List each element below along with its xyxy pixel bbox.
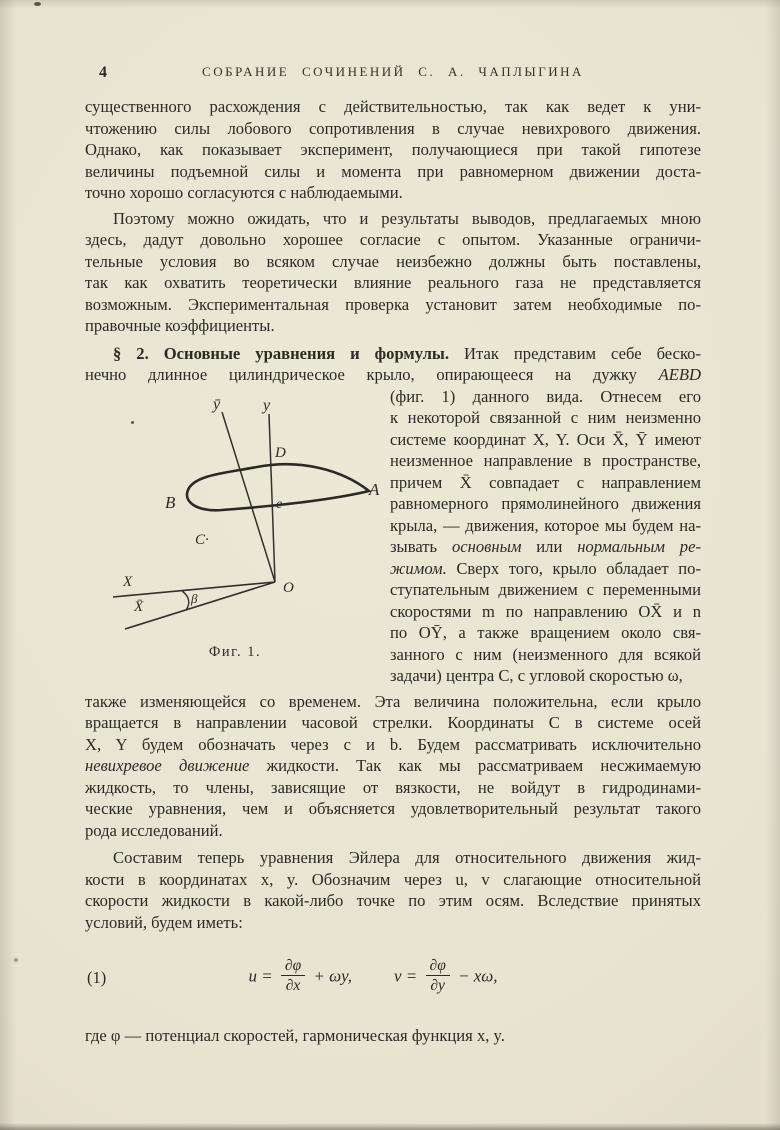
text-line	[85, 755, 701, 777]
equation-number: (1)	[87, 968, 107, 987]
text-line: вращается в направлении часовой стрелки. Координаты C в системе осей	[85, 713, 701, 732]
center-c-label: C·	[195, 531, 209, 548]
beta-angle-label: β	[191, 590, 198, 606]
text-line: неизменное направление в пространстве,	[390, 451, 701, 470]
figure-caption: Фиг. 1.	[208, 643, 262, 660]
y-axis	[269, 414, 275, 582]
text-line: жидкость, то члены, зависящие от вязкости, не войдут в гидродинами-	[85, 777, 701, 797]
beta-angle-arc	[182, 591, 189, 610]
paragraph	[85, 208, 701, 337]
math-run: AEBD	[658, 365, 701, 384]
equation-block	[85, 951, 701, 1009]
text-line: возможным. Экспериментальная проверка установит затем необходимые по-	[85, 294, 701, 314]
text-line: также изменяющейся со временем. Эта величина положительна, если крыло	[85, 691, 701, 711]
paragraph	[85, 96, 701, 204]
paragraph	[85, 691, 701, 842]
point-a-label: A	[369, 479, 380, 499]
text-line: по OȲ, а также вращением около свя-	[390, 623, 701, 642]
figure-svg	[85, 390, 385, 640]
text-line	[85, 343, 701, 365]
numerator: ∂φ	[281, 957, 305, 976]
text-line: к некоторой связанной с ним неизменно	[390, 408, 701, 427]
figure-and-text-section	[85, 386, 701, 691]
ink-speck	[14, 958, 18, 962]
text-run: или	[521, 537, 578, 556]
text-line: причем X̄ совпадает с направлением	[390, 472, 701, 492]
y-bar-axis-label: ȳ	[213, 395, 221, 413]
text-run: зывать	[390, 537, 452, 556]
text-line: скорости жидкости в какой-либо точке по этим осям. Вследствие принятых	[85, 891, 701, 910]
point-e-label: e	[276, 496, 283, 512]
text-line: здесь, дадут довольно хорошее согласие с опытом. Указанные ограничи-	[85, 230, 701, 249]
text-line: тельные условия во всяком случае неизбежно должны быть поставлены,	[85, 251, 701, 271]
y-bar-axis	[222, 412, 275, 582]
math-run: u =	[248, 966, 277, 986]
equation-1	[85, 959, 661, 996]
fraction	[426, 957, 450, 994]
text-line	[390, 558, 701, 580]
page-number: 4	[99, 64, 107, 81]
paragraph	[85, 847, 701, 933]
denominator: ∂y	[430, 977, 445, 994]
math-run: + ωy,	[309, 966, 352, 986]
text-line: Поэтому можно ожидать, что и результаты выводов, предлагаемых мною	[113, 208, 701, 228]
text-line: рода исследований.	[85, 820, 223, 840]
text-line: где φ — потенциал скоростей, гармоническая функция x, y.	[85, 1026, 505, 1045]
text-line: чтожению силы лобового сопротивления в случае невихрового движения.	[85, 118, 701, 138]
y-axis-label: y	[263, 396, 271, 414]
running-title: СОБРАНИЕ СОЧИНЕНИЙ С. А. ЧАПЛЫГИНА	[202, 64, 584, 79]
italic-run: жимом.	[390, 558, 447, 578]
text-line: кости в координатах x, y. Обозначим через u, v слагающие относительной	[85, 869, 701, 889]
text-line: равномерного прямолинейного движения	[390, 494, 701, 513]
text-run: Итак представим себе беско-	[449, 343, 701, 363]
denominator: ∂x	[285, 977, 301, 994]
numerator: ∂φ	[426, 957, 450, 976]
math-run: − xω,	[453, 966, 498, 986]
text-line: задачи) центра C, с угловой скоростью ω,	[390, 666, 683, 685]
section-heading: § 2. Основные уравнения и формулы.	[113, 343, 450, 363]
text-line: Однако, как показывает эксперимент, получающиеся при такой гипотезе	[85, 140, 701, 159]
figure-1	[85, 390, 385, 680]
text-line: занного с ним (неизменного для всякой	[390, 644, 701, 664]
text-run: Сверх того, крыло обладает по-	[446, 558, 701, 578]
figure-side-text-column	[390, 386, 701, 687]
italic-run: основным	[451, 537, 522, 556]
text-line: X, Y будем обозначать через c и b. Будем рассматривать исключительно	[85, 734, 701, 754]
text-line: (фиг. 1) данного вида. Отнесем его	[390, 386, 701, 406]
italic-run: нормальным ре-	[577, 537, 701, 556]
fraction	[281, 957, 305, 994]
text-line: правочные коэффициенты.	[85, 316, 275, 335]
text-line: условий, будем иметь:	[85, 912, 243, 932]
point-b-label: B	[165, 492, 176, 512]
text-run: жидкости. Так как мы рассматриваем несжимаемую	[249, 756, 701, 775]
section-2-paragraph	[85, 343, 701, 386]
text-line: так как охватить теоретически влияние реального газа не представляется	[85, 273, 701, 292]
text-line: точно хорошо согласуются с наблюдаемыми.	[85, 183, 403, 202]
text-line	[85, 364, 701, 386]
text-line: существенного расхождения с действительностью, так как ведет к уни-	[85, 97, 701, 116]
x-bar-axis-label: X̄	[134, 598, 144, 615]
x-axis-label: X	[123, 573, 133, 590]
ink-speck	[34, 2, 41, 6]
text-line: скоростями m по направлению OX̄ и n	[390, 601, 701, 621]
text-line: крыла, — движения, которое мы будем на-	[390, 515, 701, 535]
text-line: ческие уравнения, чем и объясняется удовлетворительный результат такого	[85, 799, 701, 818]
page-header	[85, 58, 701, 82]
origin-o-label: O	[283, 579, 294, 596]
point-d-label: D	[275, 444, 286, 461]
text-line: системе координат X, Y. Оси X̄, Ȳ имеют	[390, 429, 701, 449]
text-line: величины подъемной силы и момента при равномерном движении доста-	[85, 161, 701, 181]
math-run: v =	[394, 966, 422, 986]
text-line: Составим теперь уравнения Эйлера для относительного движения жид-	[113, 848, 701, 867]
text-line: ступательным движением с переменными	[390, 580, 701, 599]
text-run: нечно длинное цилиндрическое крыло, опирающееся на дужку	[85, 365, 659, 384]
italic-run: невихревое движение	[85, 756, 250, 775]
text-line	[390, 536, 701, 558]
text-column	[85, 96, 701, 1047]
